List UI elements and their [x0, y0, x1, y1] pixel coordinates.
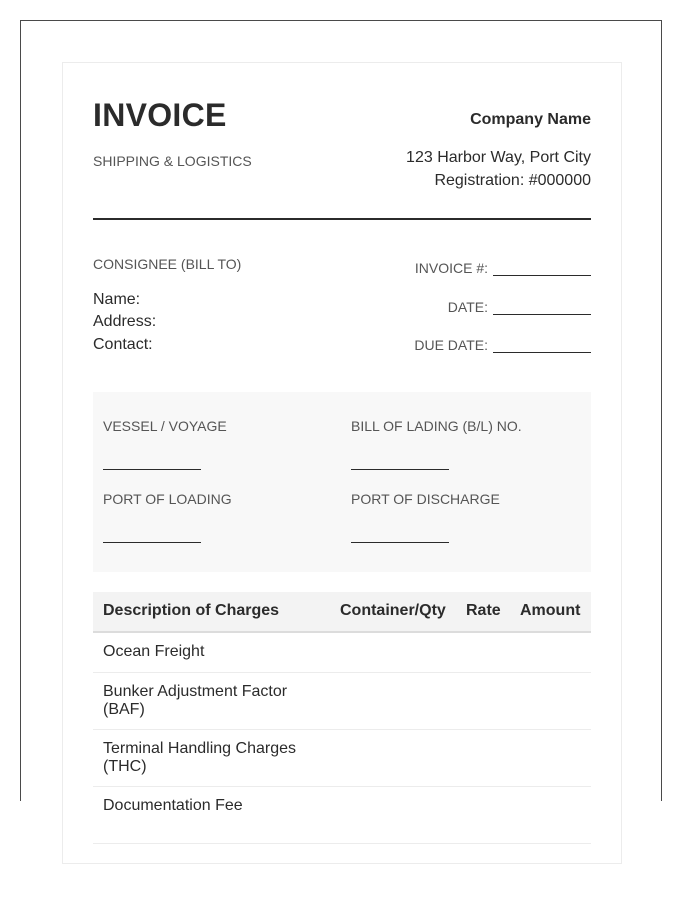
charge-description: Documentation Fee	[103, 797, 243, 814]
charge-description: Ocean Freight	[103, 643, 205, 660]
bill-of-lading-blank[interactable]	[351, 469, 449, 470]
consignee-label: CONSIGNEE (BILL TO)	[93, 256, 242, 272]
consignee-contact-label: Contact:	[93, 336, 153, 353]
date-blank[interactable]	[493, 300, 591, 315]
header-rate: Rate	[466, 602, 501, 619]
vessel-voyage-label: VESSEL / VOYAGE	[103, 418, 227, 434]
invoice-number-label: INVOICE #:	[414, 260, 488, 276]
header-container-qty: Container/Qty	[340, 602, 446, 619]
charges-table-header	[93, 592, 591, 633]
consignee-address-label: Address:	[93, 313, 157, 330]
invoice-document	[62, 62, 622, 864]
due-date-label: DUE DATE:	[414, 337, 488, 353]
company-address: 123 Harbor Way, Port City	[406, 149, 591, 166]
due-date-field[interactable]	[414, 337, 591, 353]
charge-description: Bunker Adjustment Factor (BAF)	[103, 683, 288, 718]
invoice-number-field[interactable]	[415, 260, 591, 276]
header-divider	[93, 218, 591, 220]
page-frame	[20, 20, 662, 814]
charge-description: Terminal Handling Charges (THC)	[103, 740, 296, 775]
invoice-number-blank[interactable]	[493, 261, 591, 276]
header-amount: Amount	[520, 602, 581, 619]
table-row	[93, 633, 591, 673]
invoice-title: INVOICE	[93, 97, 227, 133]
port-of-discharge-blank[interactable]	[351, 542, 449, 543]
table-row	[93, 730, 591, 787]
charges-table	[93, 592, 591, 844]
vessel-voyage-blank[interactable]	[103, 469, 201, 470]
due-date-blank[interactable]	[493, 338, 591, 353]
company-name: Company Name	[470, 111, 591, 128]
port-of-discharge-label: PORT OF DISCHARGE	[351, 491, 500, 507]
header-description: Description of Charges	[103, 602, 280, 619]
table-row	[93, 673, 591, 730]
date-field[interactable]	[448, 299, 591, 315]
shipment-details-box	[93, 392, 591, 572]
port-of-loading-blank[interactable]	[103, 542, 201, 543]
company-registration: Registration: #000000	[434, 172, 591, 189]
invoice-subtitle: SHIPPING & LOGISTICS	[93, 153, 252, 169]
consignee-name-label: Name:	[93, 291, 141, 308]
date-label: DATE:	[447, 299, 488, 315]
port-of-loading-label: PORT OF LOADING	[103, 491, 232, 507]
bill-of-lading-label: BILL OF LADING (B/L) NO.	[351, 418, 522, 434]
table-row	[93, 787, 591, 844]
